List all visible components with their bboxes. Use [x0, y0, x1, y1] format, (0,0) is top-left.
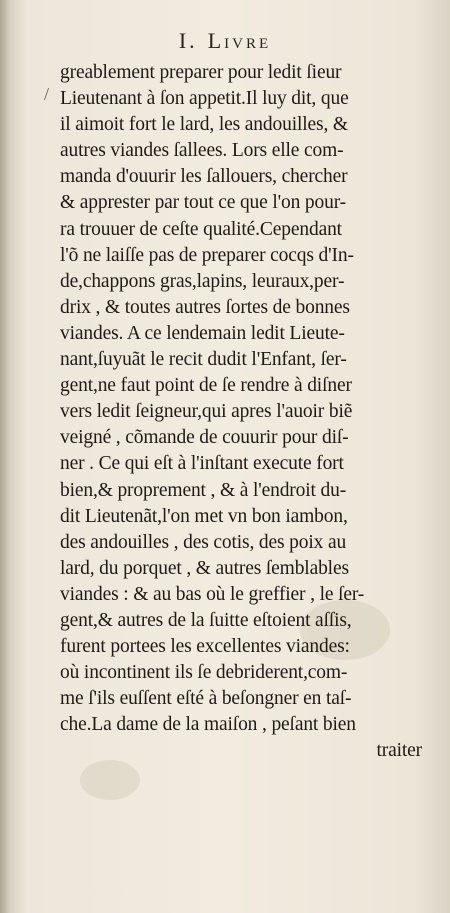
header-book-number: I.: [178, 28, 198, 53]
text-line: viandes : & au bas où le greffier , le ſer-: [60, 583, 365, 605]
text-line: vers ledit ſeigneur,qui apres l'auoir biẽ: [60, 401, 353, 423]
text-line: manda d'ouurir les ſallouers, chercher: [60, 166, 348, 188]
text-line: où incontinent ils ſe debriderent,com-: [60, 662, 348, 684]
text-line: furent portees les excellentes viandes:: [60, 636, 350, 658]
text-line: l'õ ne laiſſe pas de preparer cocqs d'In-: [60, 244, 354, 266]
text-line: lard, du porquet , & autres ſemblables: [60, 557, 349, 579]
text-line: veigné , cõmande de couurir pour diſ-: [60, 427, 349, 449]
text-line: che.La dame de la maiſon , peſant bien: [60, 714, 356, 736]
paper-stain: [80, 760, 140, 800]
catchword: traiter: [376, 740, 422, 762]
text-line: bien,& proprement , & à l'endroit du-: [60, 479, 347, 501]
text-line: dit Lieutenãt,l'on met vn bon iambon,: [60, 505, 348, 527]
text-line: de,chappons gras,lapins, leuraux,per-: [60, 270, 345, 292]
text-line: gent,ne faut point de ſe rendre à diſner: [60, 375, 352, 397]
text-line: gent,& autres de la ſuitte eſtoient aſſis,: [60, 609, 352, 631]
text-line: Lieutenant à ſon appetit.Il luy dit, que: [60, 88, 349, 110]
text-line: des andouilles , des cotis, des poix au: [60, 531, 347, 553]
text-line: il aimoit fort le lard, les andouilles, &: [60, 114, 348, 136]
body-text: [60, 60, 440, 765]
header-title: Livre: [207, 28, 272, 53]
text-line: me ſ'ils euſſent eſté à beſongner en taſ-: [60, 688, 352, 710]
text-line: nant,ſuyuãt le recit dudit l'Enfant, ſer-: [60, 349, 347, 371]
text-line: viandes. A ce lendemain ledit Lieute-: [60, 322, 345, 344]
text-line: ner . Ce qui eſt à l'inſtant execute fort: [60, 453, 344, 475]
text-line: ra trouuer de ceſte qualité.Cependant: [60, 218, 342, 240]
text-line: & apprester par tout ce que l'on pour-: [60, 192, 347, 214]
running-header: [0, 28, 450, 54]
margin-mark: /: [44, 84, 50, 104]
text-line: autres viandes ſallees. Lors elle com-: [60, 140, 344, 162]
text-line: drix , & toutes autres ſortes de bonnes: [60, 296, 350, 318]
page-gutter-shadow: [0, 0, 10, 913]
text-line: greablement preparer pour ledit ſieur: [60, 62, 342, 83]
